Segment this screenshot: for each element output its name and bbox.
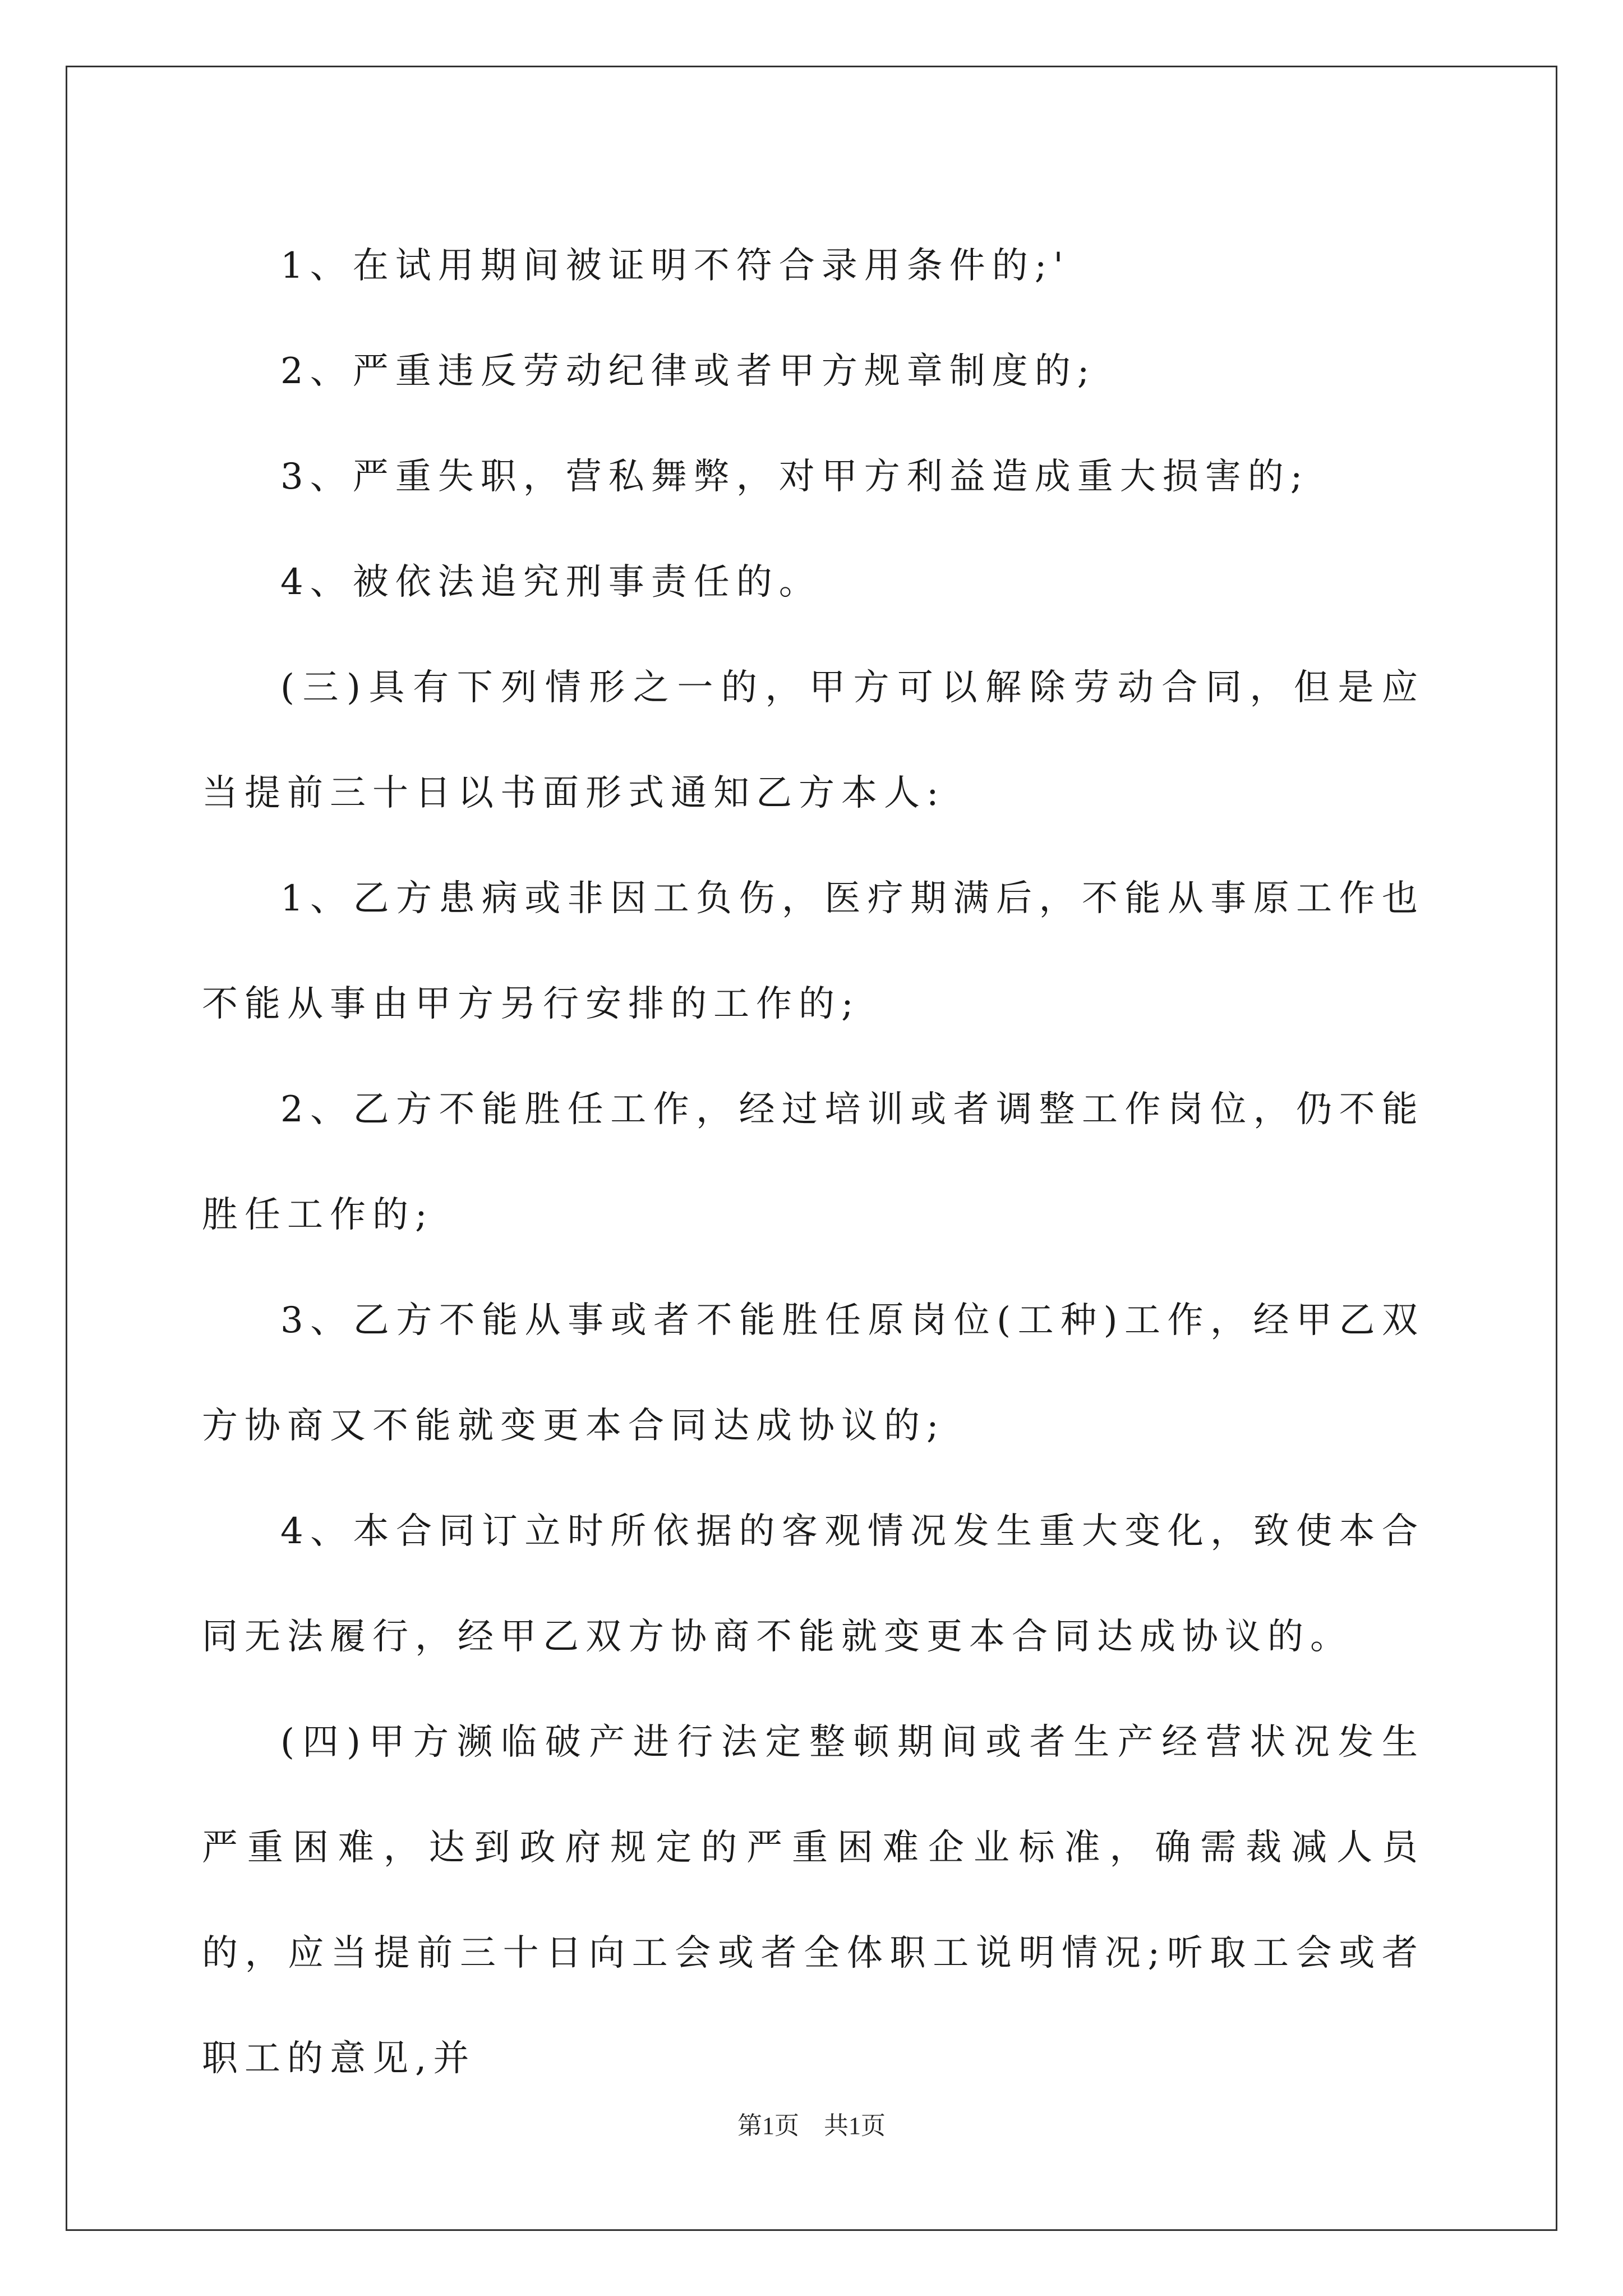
- paragraph-2: 2、严重违反劳动纪律或者甲方规章制度的;: [280, 351, 1096, 392]
- paragraph-8: 3、乙方不能从事或者不能胜任原岗位(工种)工作，经甲乙双方协商又不能就变更本合同达成协议的;: [202, 1300, 1424, 1447]
- paragraph-7: 2、乙方不能胜任工作，经过培训或者调整工作岗位，仍不能胜任工作的;: [202, 1089, 1424, 1236]
- paragraph-3: 3、严重失职，营私舞弊，对甲方利益造成重大损害的;: [280, 456, 1310, 498]
- paragraph-10: (四)甲方濒临破产进行法定整顿期间或者生产经营状况发生严重困难，达到政府规定的严重困难企业标准，确需裁减人员的，应当提前三十日向工会或者全体职工说明情况;听取工会或者职工的意见,并: [202, 1722, 1424, 2079]
- paragraph-5: (三)具有下列情形之一的，甲方可以解除劳动合同，但是应当提前三十日以书面形式通知乙方本人:: [202, 667, 1424, 814]
- paragraph-9: 4、本合同订立时所依据的客观情况发生重大变化，致使本合同无法履行，经甲乙双方协商不能就变更本合同达成协议的。: [202, 1511, 1424, 1658]
- page-number: 第1页 共1页: [737, 2112, 886, 2139]
- paragraph-1: 1、在试用期间被证明不符合录用条件的;': [280, 245, 1070, 287]
- paragraph-4: 4、被依法追究刑事责任的。: [280, 562, 822, 603]
- paragraph-6: 1、乙方患病或非因工负伤，医疗期满后，不能从事原工作也不能从事由甲方另行安排的工作的;: [202, 878, 1424, 1025]
- document-body: [202, 213, 1424, 2111]
